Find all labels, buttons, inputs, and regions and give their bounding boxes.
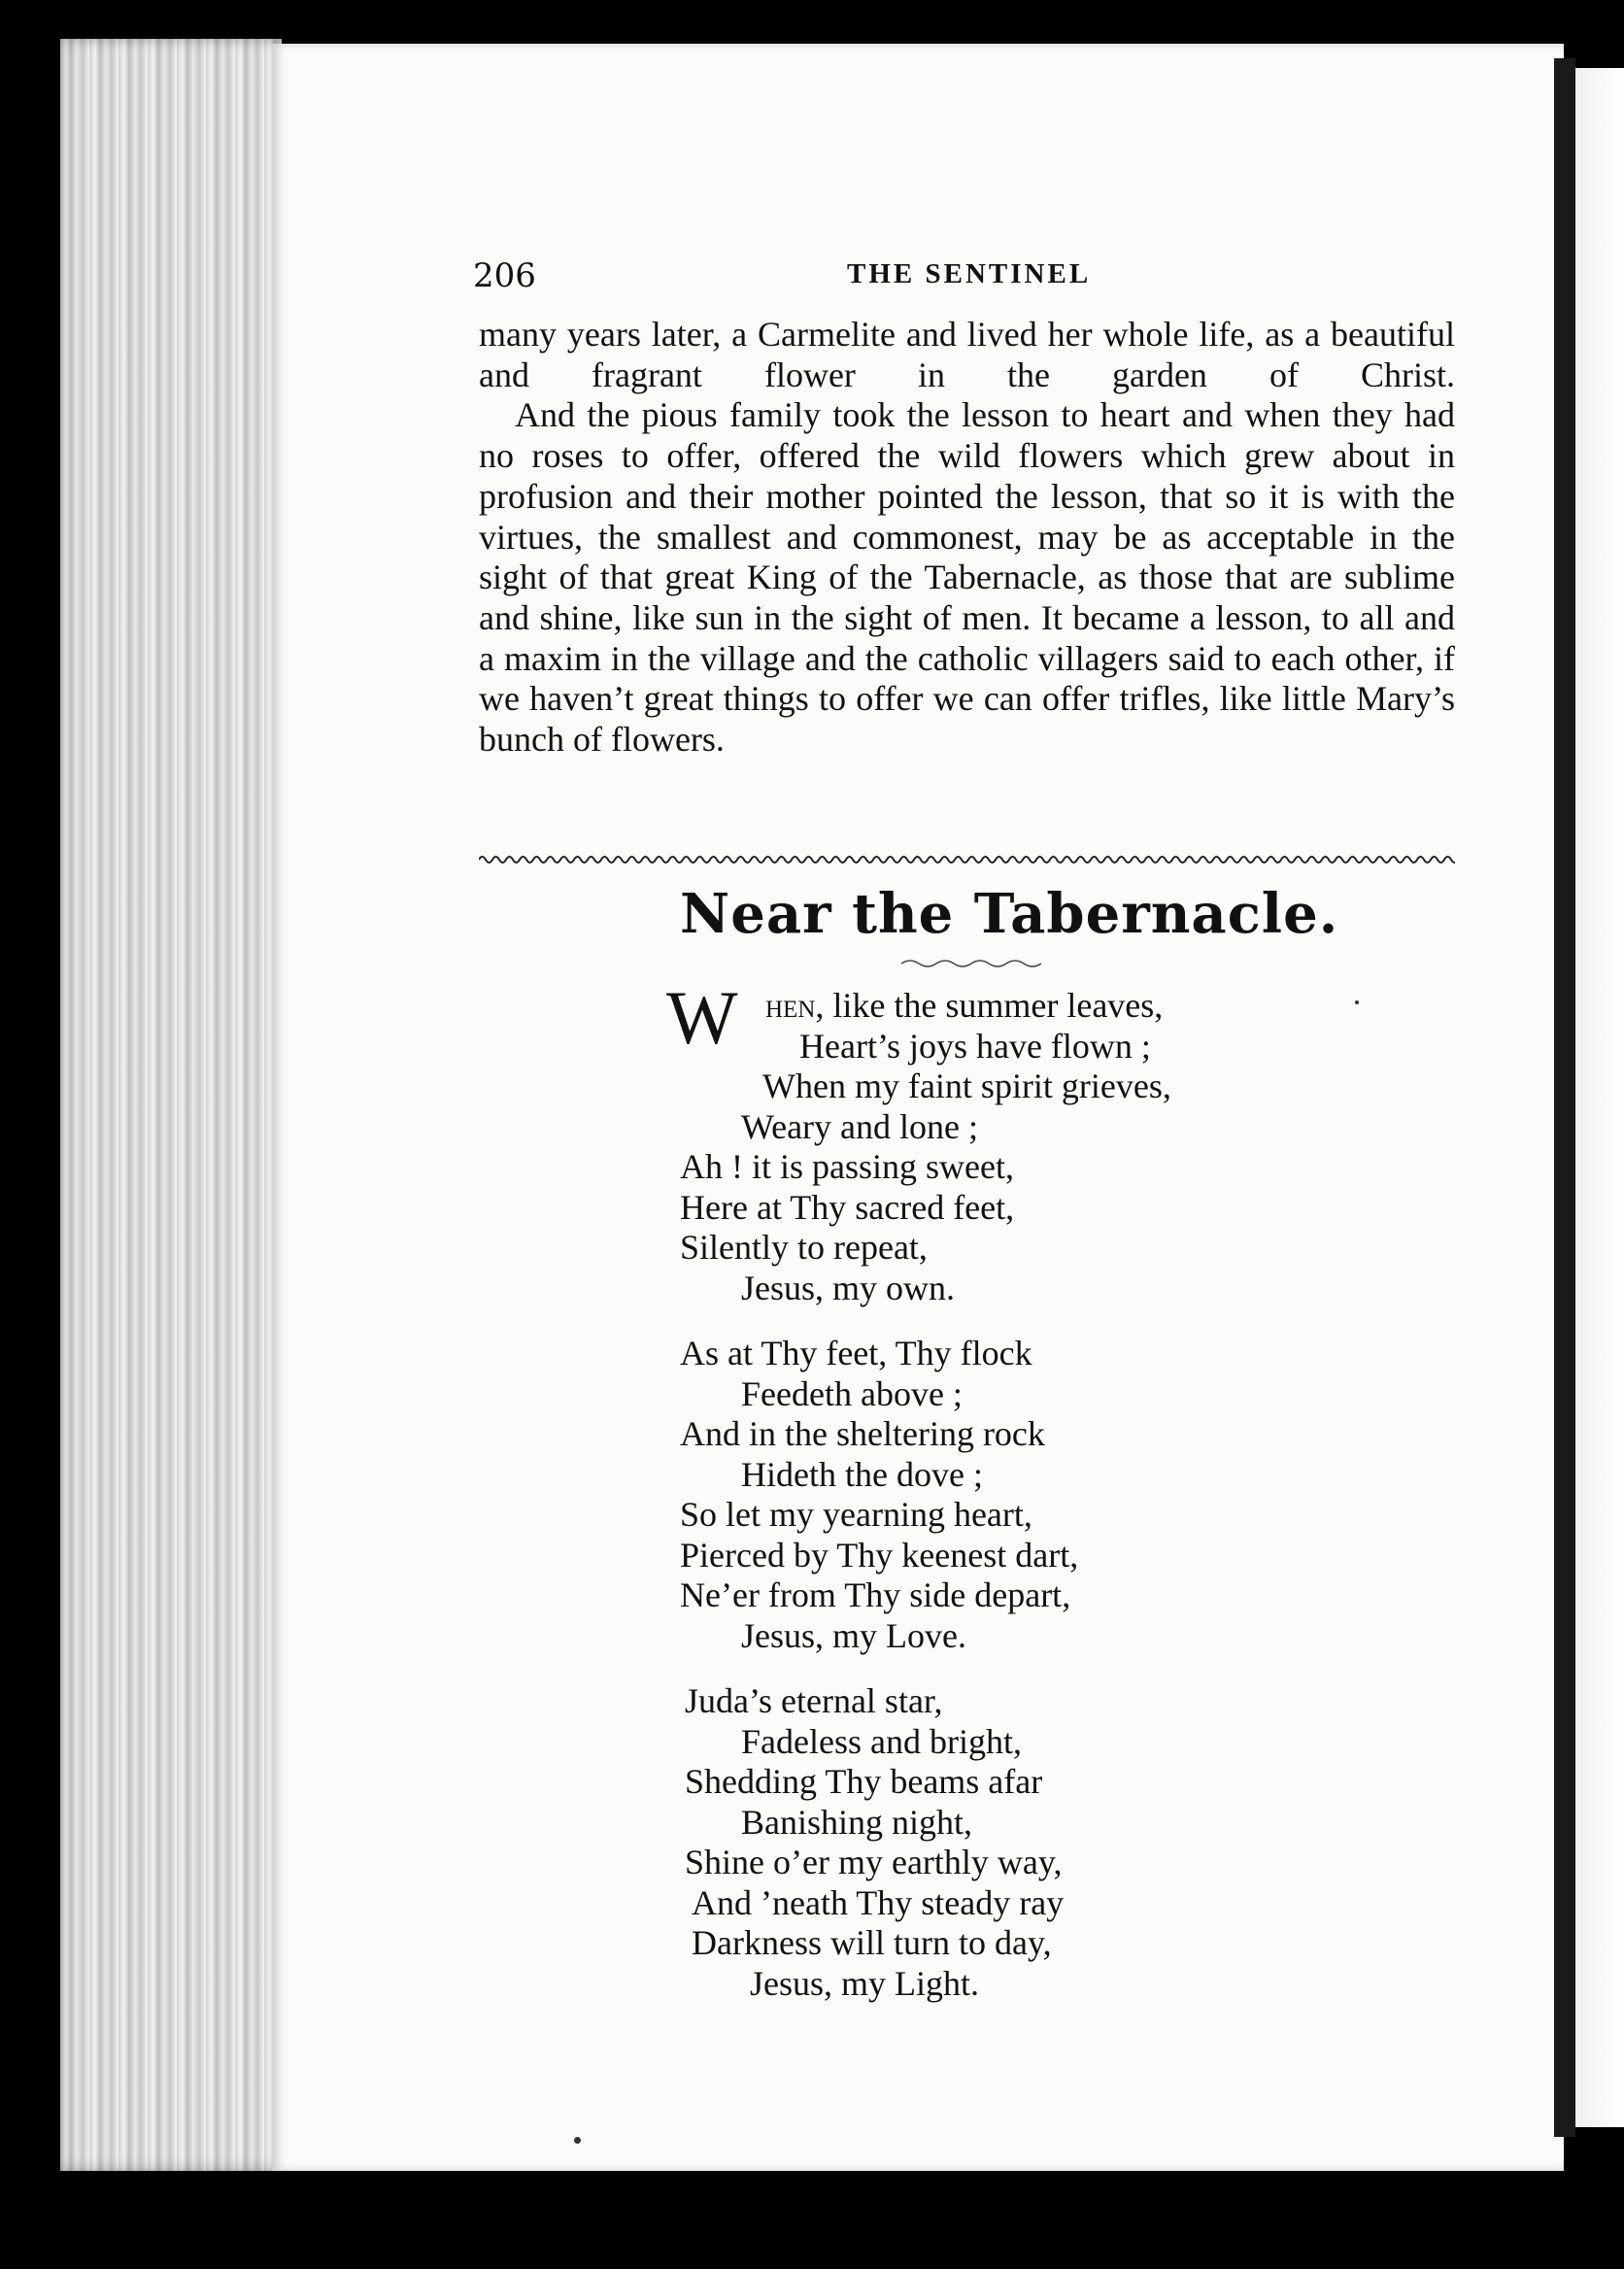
poem-line: Here at Thy sacred feet, <box>680 1187 1015 1227</box>
drop-cap: W <box>666 975 738 1060</box>
poem-line: So let my yearning heart, <box>680 1495 1032 1534</box>
poem-line: Darkness will turn to day, <box>692 1923 1052 1962</box>
paragraph: many years later, a Carmelite and lived her whole life, as a beautiful and fragrant flower in the garden of Christ. <box>479 315 1455 394</box>
poem-line: Ne’er from Thy side depart, <box>680 1575 1071 1614</box>
poem-line: Weary and lone ; <box>741 1106 979 1146</box>
poem-line-rest: , like the summer leaves, <box>815 986 1164 1025</box>
poem-line: Silently to repeat, <box>680 1228 928 1267</box>
page-number: 206 <box>473 256 536 295</box>
poem-title: Near the Tabernacle. <box>680 882 1339 946</box>
prose-text <box>479 315 1455 761</box>
poem-line: Fadeless and bright, <box>741 1721 1022 1761</box>
stanza <box>680 1681 1171 2004</box>
poem-line: Banishing night, <box>741 1802 973 1842</box>
wavy-divider <box>479 851 1455 868</box>
paragraph: And the pious family took the lesson to heart and when they had no roses to offer, offered the wild flowers which grew about in profusion and their mother pointed the lesson, that so it is with the virtues, the smallest and commonest, may be as acceptable in the sight of that great King of the Tabernacle, as those that are sublime and shine, like sun in the sight of men. It became a lesson, to all and a maxim in the village and the catholic villagers said to each other, if we haven’t great things to offer we can offer trifles, like little Mary’s bunch of flowers. <box>479 395 1455 760</box>
running-title: THE SENTINEL <box>847 258 1092 289</box>
poem-word: hen <box>765 986 816 1025</box>
title-ornament <box>899 958 1043 969</box>
page-edges <box>60 39 282 2171</box>
poem-line: Jesus, my Love. <box>741 1615 966 1655</box>
poem-line: Jesus, my Light. <box>750 1963 980 2003</box>
poem-line: Feedeth above ; <box>741 1373 963 1413</box>
poem-line: Shine o’er my earthly way, <box>685 1843 1063 1881</box>
poem-line: Heart’s joys have flown ; <box>799 1026 1151 1066</box>
poem-line: Jesus, my own. <box>741 1268 956 1307</box>
stanza <box>680 1334 1171 1656</box>
poem-line: And ’neath Thy steady ray <box>692 1882 1065 1922</box>
poem-line: When my faint spirit grieves, <box>762 1067 1171 1105</box>
poem-line: Hideth the dove ; <box>741 1454 983 1494</box>
stanza <box>666 975 1171 1308</box>
poem-line: As at Thy feet, Thy flock <box>680 1334 1032 1372</box>
poem-line: Ah ! it is passing sweet, <box>680 1147 1014 1186</box>
poem-line: Shedding Thy beams afar <box>685 1762 1043 1801</box>
ink-speck <box>1355 1000 1359 1004</box>
poem-line: Juda’s eternal star, <box>685 1681 943 1720</box>
poem-line: Pierced by Thy keenest dart, <box>680 1535 1079 1575</box>
poem-line: And in the sheltering rock <box>680 1414 1045 1453</box>
book-binding <box>1554 58 1575 2137</box>
poem <box>666 975 1171 2029</box>
ink-speck <box>574 2137 581 2144</box>
facing-page-edge <box>1575 68 1624 2127</box>
